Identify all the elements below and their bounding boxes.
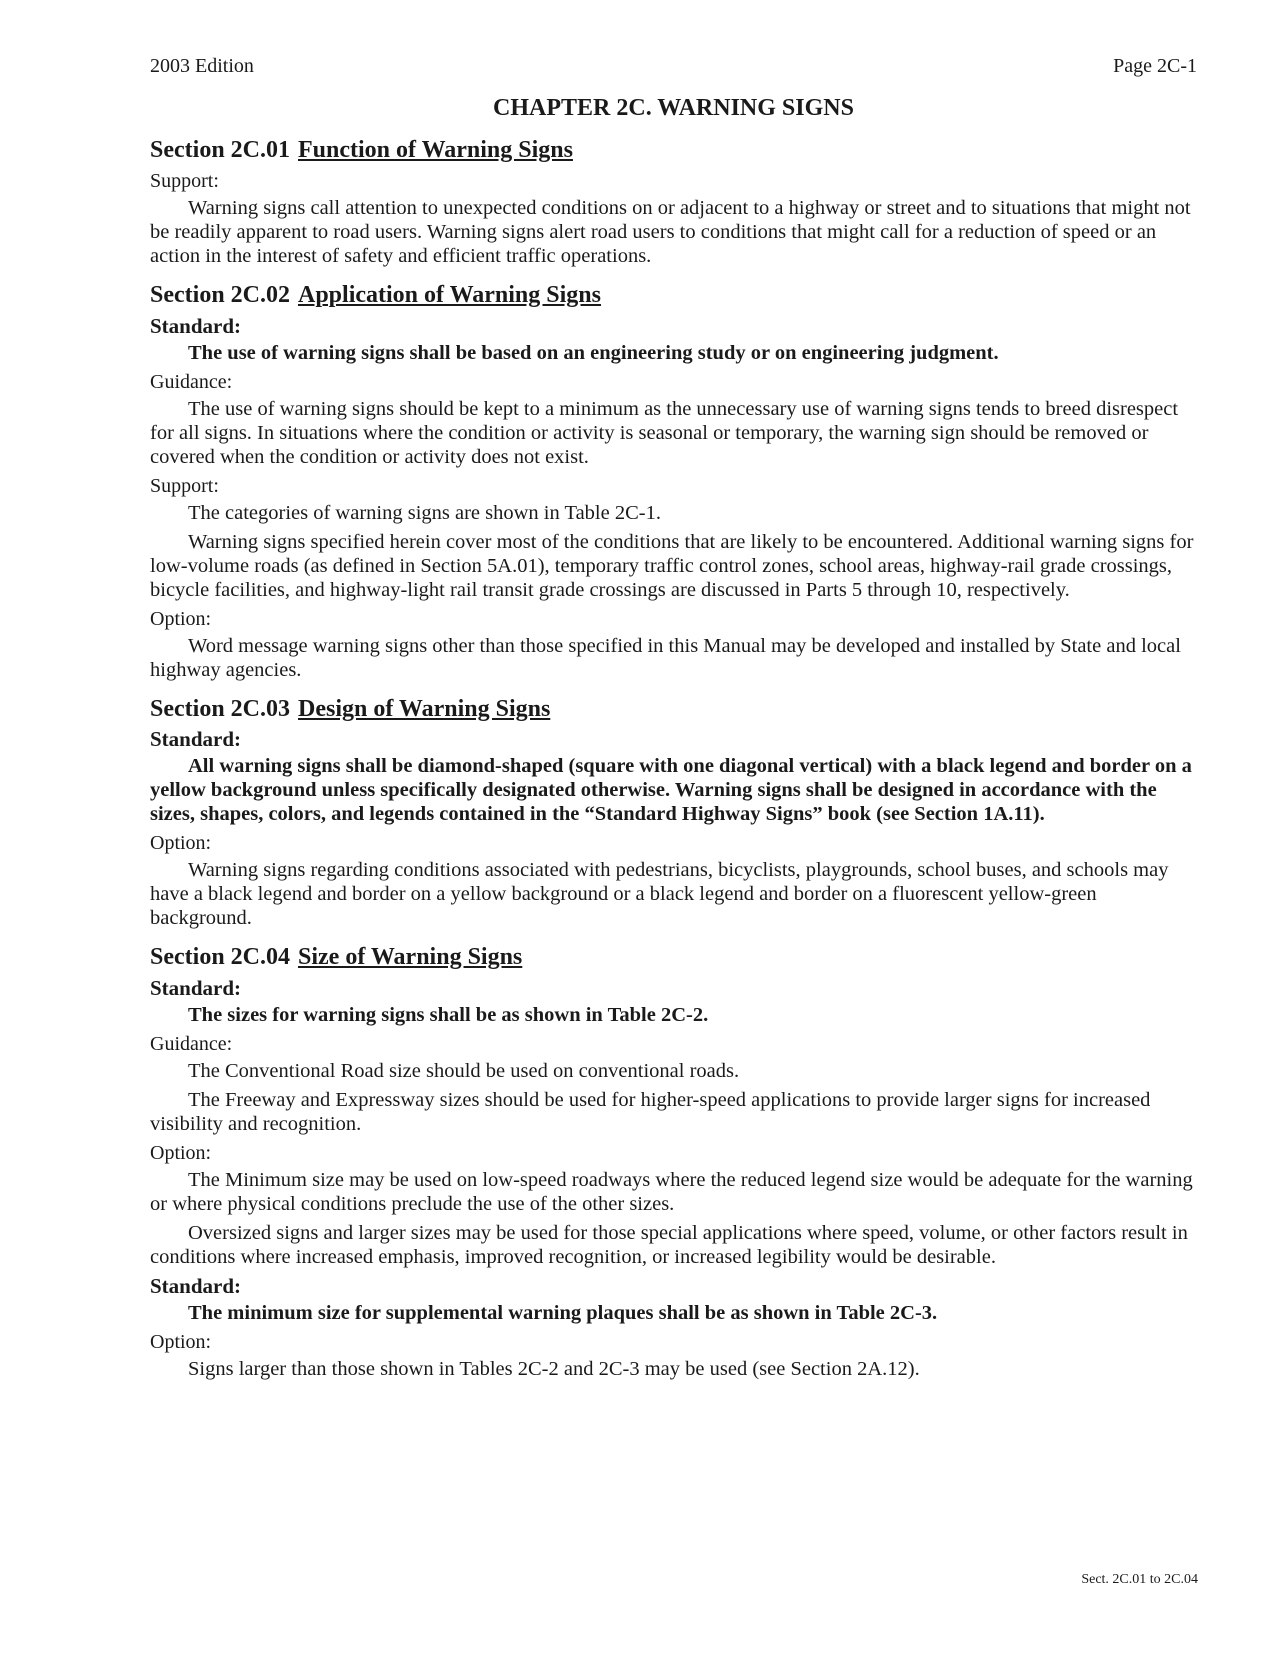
paragraph-label: Support: [150, 169, 219, 192]
paragraph-label: Standard: [150, 313, 242, 338]
paragraph: The minimum size for supplemental warning plaques shall be as shown in Table 2C-3. [188, 1302, 938, 1325]
paragraph-label: Standard: [150, 1274, 242, 1299]
paragraph: The Freeway and Expressway sizes should be used for higher-speed applications to provide larger signs for increased visibility and recognition. [150, 1089, 1151, 1136]
paragraph: Oversized signs and larger sizes may be used for those special applications where speed, volume, or other factors result in conditions where increased emphasis, improved recognition, or increased legibility would be desirable. [150, 1222, 1188, 1269]
document-page [150, 54, 1197, 1386]
sections-container [150, 136, 1197, 1381]
paragraph: The categories of warning signs are shown in Table 2C-1. [188, 501, 661, 524]
paragraph-label: Support: [150, 474, 219, 497]
section-number: Section 2C.03 [150, 695, 290, 722]
paragraph: The use of warning signs shall be based on an engineering study or on engineering judgment. [188, 341, 999, 364]
paragraph-label: Option: [150, 607, 212, 630]
section-heading [150, 943, 1197, 972]
paragraph: Warning signs regarding conditions associated with pedestrians, bicyclists, playgrounds, school buses, and schools may have a black legend and border on a yellow background or a black legend and border on a fluorescent yellow-green background. [150, 859, 1169, 930]
paragraph-label: Option: [150, 832, 212, 855]
paragraph: Signs larger than those shown in Tables 2C-2 and 2C-3 may be used (see Section 2A.12). [188, 1358, 920, 1381]
section [150, 943, 1197, 1381]
page-number: Page 2C-1 [1113, 55, 1197, 77]
paragraph: Word message warning signs other than those specified in this Manual may be developed and installed by State and local highway agencies. [150, 634, 1181, 681]
paragraph: Warning signs specified herein cover most of the conditions that are likely to be encountered. Additional warning signs for low-volume roads (as defined in Section 5A.01), temporary traffic control zones, school areas, highway-rail grade crossings, bicycle facilities, and highway-light rail transit grade crossings are discussed in Parts 5 through 10, respectively. [150, 530, 1194, 601]
paragraph-label: Guidance: [150, 370, 233, 393]
section [150, 136, 1197, 268]
section [150, 695, 1197, 931]
section-number: Section 2C.01 [150, 137, 290, 163]
paragraph-label: Guidance: [150, 1033, 233, 1056]
paragraph-label: Standard: [150, 727, 242, 752]
paragraph-label: Option: [150, 1142, 212, 1165]
running-footer: Sect. 2C.01 to 2C.04 [1081, 1572, 1198, 1587]
chapter-title: CHAPTER 2C. WARNING SIGNS [493, 95, 854, 121]
section-number: Section 2C.02 [150, 281, 290, 308]
section-heading [150, 136, 1197, 165]
section-heading [150, 281, 1197, 310]
section-title: Size of Warning Signs [298, 944, 523, 971]
paragraph: All warning signs shall be diamond-shaped (square with one diagonal vertical) with a black legend and border on a yellow background unless specifically designated otherwise. Warning signs shall be designed in accordance with the sizes, shapes, colors, and legends contained in the “Standard Highway Signs” book (see Section 1A.11). [150, 755, 1192, 826]
paragraph-label: Option: [150, 1331, 212, 1354]
paragraph: The Conventional Road size should be used on conventional roads. [188, 1060, 740, 1083]
section-title: Function of Warning Signs [298, 137, 573, 163]
paragraph: The sizes for warning signs shall be as shown in Table 2C-2. [188, 1004, 709, 1027]
paragraph: The Minimum size may be used on low-speed roadways where the reduced legend size would be adequate for the warning or where physical conditions preclude the use of the other sizes. [150, 1169, 1193, 1216]
paragraph: Warning signs call attention to unexpected conditions on or adjacent to a highway or street and to situations that might not be readily apparent to road users. Warning signs alert road users to conditions that might call for a reduction of speed or an action in the interest of safety and efficient traffic operations. [150, 196, 1191, 267]
edition-label: 2003 Edition [150, 55, 254, 77]
section [150, 281, 1197, 682]
section-number: Section 2C.04 [150, 944, 290, 971]
paragraph-label: Standard: [150, 976, 242, 1001]
section-heading [150, 695, 1197, 724]
paragraph: The use of warning signs should be kept to a minimum as the unnecessary use of warning signs tends to breed disrespect for all signs. In situations where the condition or activity is seasonal or temporary, the warning sign should be removed or covered when the condition or activity does not exist. [150, 397, 1179, 468]
section-title: Application of Warning Signs [298, 281, 601, 308]
section-title: Design of Warning Signs [298, 695, 551, 722]
running-header [150, 54, 1197, 78]
